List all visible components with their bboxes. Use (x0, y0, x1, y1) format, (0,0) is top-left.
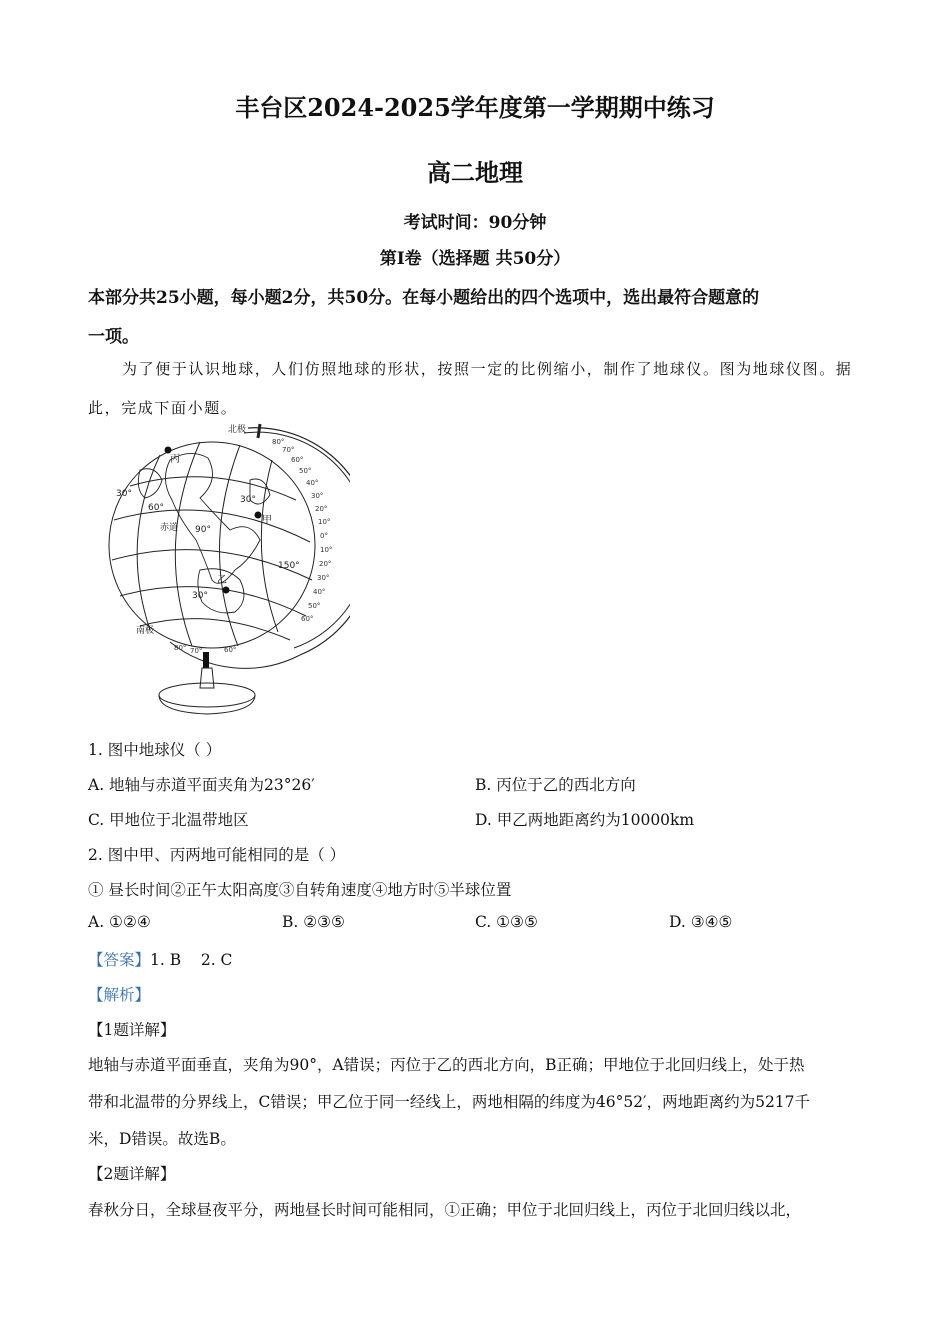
ring-top-label: 10° (318, 518, 331, 526)
answer-label: 【答案】 (88, 951, 151, 969)
meridian-4 (261, 460, 278, 632)
q2-option-b: B. ②③⑤ (282, 913, 345, 931)
subject-title: 高二地理 (427, 158, 523, 187)
point-jia-label: 甲 (262, 515, 272, 526)
ring-top-label: 30° (311, 492, 324, 500)
detail1-line3: 米，D错误。故选B。 (88, 1130, 236, 1148)
lat-60-label: 60° (148, 503, 164, 513)
ring-right-label: 40° (313, 588, 326, 596)
globe-figure (100, 420, 350, 720)
parallel-30n (114, 510, 310, 542)
q1-option-b: B. 丙位于乙的西北方向 (475, 776, 636, 794)
ring-bottom-label: 80° (174, 644, 187, 652)
stand-column (200, 668, 214, 688)
meridian-3 (219, 445, 240, 646)
q1-option-c: C. 甲地位于北温带地区 (88, 811, 249, 829)
ring-right-label: 20° (319, 560, 332, 568)
detail1-line1: 地轴与赤道平面垂直，夹角为90°，A错误；丙位于乙的西北方向，B正确；甲地位于北回归线上，处于热 (88, 1056, 805, 1074)
detail2-line1: 春秋分日，全球昼夜平分，两地昼长时间可能相同，①正确；甲位于北回归线上，丙位于北回归线以北， (88, 1201, 802, 1219)
ring-right-label: 60° (301, 615, 314, 623)
answer-value: 1. B 2. C (150, 951, 233, 969)
point-yi-label: 乙 (217, 575, 227, 586)
q1-stem: 1. 图中地球仪（ ） (88, 741, 222, 759)
instructions-line1: 本部分共25小题，每小题2分，共50分。在每小题给出的四个选项中，选出最符合题意的 (88, 288, 760, 308)
ring-top-label: 60° (291, 456, 304, 464)
ring-bottom-label: 60° (224, 646, 237, 654)
ring-right-label: 0° (320, 532, 328, 540)
parallel-30s (120, 587, 306, 616)
continent-asia (165, 453, 260, 583)
ring-top-label: 70° (282, 446, 295, 454)
intro-line2: 此，完成下面小题。 (88, 399, 238, 417)
ring-top-label: 20° (315, 505, 328, 513)
analysis-label: 【解析】 (88, 986, 151, 1004)
section-title: 第I卷（选择题 共50分） (379, 249, 571, 269)
q1-option-d: D. 甲乙两地距离约为10000km (475, 811, 695, 829)
stand-base (159, 695, 255, 714)
intro-line1: 为了便于认识地球，人们仿照地球的形状，按照一定的比例缩小，制作了地球仪。图为地球仪图。据 (122, 360, 853, 378)
point-bing-label: 丙 (170, 454, 180, 465)
south-pole-label: 南极 (136, 626, 155, 636)
stand-base-top (159, 683, 255, 707)
parallel-60n (130, 477, 296, 500)
ring-right-label: 30° (317, 574, 330, 582)
lat-30-mid-label: 30° (240, 495, 256, 505)
north-pole-label: 北极 (228, 425, 247, 435)
continent-west (138, 469, 162, 498)
lon-150-label: 150° (278, 561, 300, 571)
instructions-line2: 一项。 (88, 327, 139, 347)
q1-option-a: A. 地轴与赤道平面夹角为23°26′ (88, 776, 315, 794)
axis-top (258, 424, 260, 438)
detail1-label: 【1题详解】 (88, 1021, 176, 1039)
ring-top-label: 50° (299, 467, 312, 475)
exam-time: 考试时间：90分钟 (403, 213, 547, 233)
point-bing-dot (165, 447, 172, 454)
q2-option-d: D. ③④⑤ (669, 913, 733, 931)
ring-right-label: 50° (308, 602, 321, 610)
q2-option-c: C. ①③⑤ (475, 913, 538, 931)
point-jia-dot (255, 512, 262, 519)
detail1-line2: 带和北温带的分界线上，C错误；甲乙位于同一经线上，两地相隔的纬度为46°52′，两地距离约为5217千 (88, 1093, 811, 1111)
ring-top-label: 40° (306, 479, 319, 487)
q2-option-a: A. ①②④ (88, 913, 151, 931)
equator-label: 赤道 (160, 523, 179, 533)
q2-stem: 2. 图中甲、丙两地可能相同的是（ ） (88, 846, 346, 864)
q2-items: ① 昼长时间②正午太阳高度③自转角速度④地方时⑤半球位置 (88, 881, 512, 899)
ring-right-label: 10° (320, 546, 333, 554)
ring-top-label: 80° (272, 438, 285, 446)
point-yi-dot (223, 587, 230, 594)
exam-title: 丰台区2024-2025学年度第一学期期中练习 (235, 93, 715, 122)
ring-bottom-label: 70° (190, 647, 203, 655)
parallel-60s (140, 619, 290, 640)
answer-line (88, 948, 232, 970)
globe-sphere (109, 442, 315, 648)
lat-30-top-label: 30° (116, 489, 132, 499)
lat-30-bottom-label: 30° (192, 591, 208, 601)
lon-90-label: 90° (195, 525, 211, 535)
meridian-2 (175, 442, 200, 646)
detail2-label: 【2题详解】 (88, 1165, 176, 1183)
